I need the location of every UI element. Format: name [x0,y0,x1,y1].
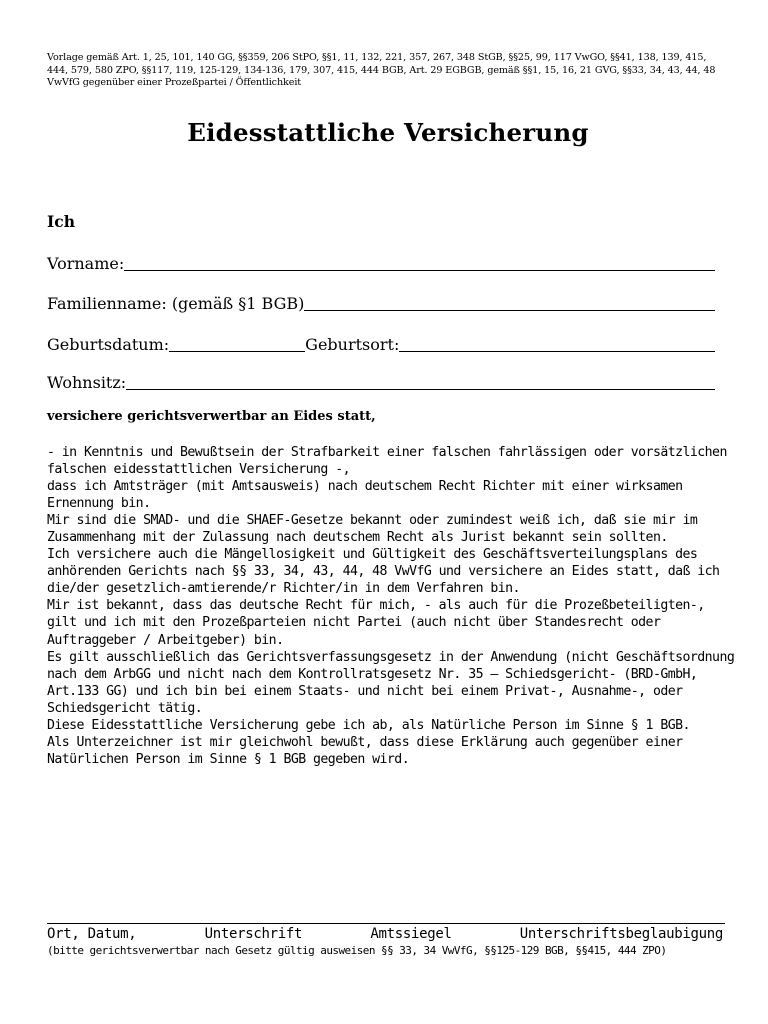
signature-line[interactable] [47,923,725,924]
vorname-label: Vorname: [47,254,125,273]
paragraph: Als Unterzeichner ist mir gleichwohl bewußt, dass diese Erklärung auch gegenüber einer Natürlichen Person im Sinne § 1 BGB gegeben wird. [47,734,683,767]
geburtsdatum-label: Geburtsdatum: [47,335,170,354]
paragraph: - in Kenntnis und Bewußtsein der Strafbarkeit einer falschen fahrlässigen oder vorsätzlichen falschen eidesstattlichen Versicherung -, [47,445,727,478]
signature-labels [47,926,723,942]
unterschrift-label: Unterschrift [204,926,303,942]
familienname-label: Familienname: (gemäß §1 BGB) [47,294,305,313]
wohnsitz-blank-line[interactable] [126,388,715,390]
paragraph: Mir ist bekannt, dass das deutsche Recht für mich, - als auch für die Prozeßbeteiligten-, gilt und ich mit den Prozeßparteien nicht Partei (auch nicht über Standesrecht oder Auftraggeber / Arbeitgeber) bin. [47,598,705,648]
wohnsitz-label: Wohnsitz: [47,373,127,392]
document-title: Eidesstattliche Versicherung [187,118,589,147]
geburtsort-label: Geburtsort: [305,335,400,354]
signature-note: (bitte gerichtsverwertbar nach Gesetz gültig ausweisen §§ 33, 34 VwVfG, §§125-129 BGB, §§415, 444 ZPO) [47,944,667,957]
paragraph: Mir sind die SMAD- und die SHAEF-Gesetze bekannt oder zumindest weiß ich, daß sie mir im Zusammenhang mit der Zulassung nach deutschem Recht als Jurist bekannt sein sollten. [47,513,698,546]
amtssiegel-label: Amtssiegel [370,926,452,942]
legal-basis-note: Vorlage gemäß Art. 1, 25, 101, 140 GG, §§359, 206 StPO, §§1, 11, 132, 221, 357, 267, 348 StGB, §§25, 99, 117 VwGO, §§41, 138, 139, 415, 444, 579, 580 ZPO, §§117, 119, 125-129, 134-136, 179, 307, 415, 444 BGB, Art. 29 EGBGB, gemäß §§1, 15, 16, 21 GVG, §§33, 34, 43, 44, 48 VwVfG gegenüber einer Prozeßpartei / Öffentlichkeit [47,52,716,89]
vorname-field[interactable] [47,254,715,274]
paragraph: dass ich Amtsträger (mit Amtsausweis) nach deutschem Recht Richter mit einer wirksamen Ernennung bin. [47,479,683,512]
paragraph: Ich versichere auch die Mängellosigkeit und Gültigkeit des Geschäftsverteilungsplans des anhörenden Gerichts nach §§ 33, 34, 43, 44, 48 VwVfG und versichere an Eides statt, daß ich die/der gesetzlich-amtierende/r Richter/in in dem Verfahren bin. [47,547,720,597]
paragraph: Es gilt ausschließlich das Gerichtsverfassungsgesetz in der Anwendung (nicht Geschäftsordnung nach dem ArbGG und nicht nach dem Kontrollratsgesetz Nr. 35 – Schiedsgericht- (BRD-GmbH, Art.133 GG) und ich bin bei einem Staats- und nicht bei einem Privat-, Ausnahme-, oder Schiedsgericht tätig. [47,649,735,716]
geburt-fields [47,335,715,355]
familienname-blank-line[interactable] [304,309,715,311]
geburtsort-blank-line[interactable] [399,350,715,352]
paragraph: Diese Eidesstattliche Versicherung gebe ich ab, als Natürliche Person im Sinne § 1 BGB. [47,717,690,733]
vorname-blank-line[interactable] [124,269,715,271]
unterschriftsbeglaubigung-label: Unterschriftsbeglaubigung [519,926,723,942]
wohnsitz-field[interactable] [47,373,715,393]
ich-label: Ich [47,212,75,231]
declaration-lead: versichere gerichtsverwertbar an Eides statt, [47,409,376,424]
ort-datum-label: Ort, Datum, [47,926,137,942]
declaration-body [47,444,737,768]
familienname-field[interactable] [47,294,715,314]
geburtsdatum-blank-line[interactable] [169,350,305,352]
